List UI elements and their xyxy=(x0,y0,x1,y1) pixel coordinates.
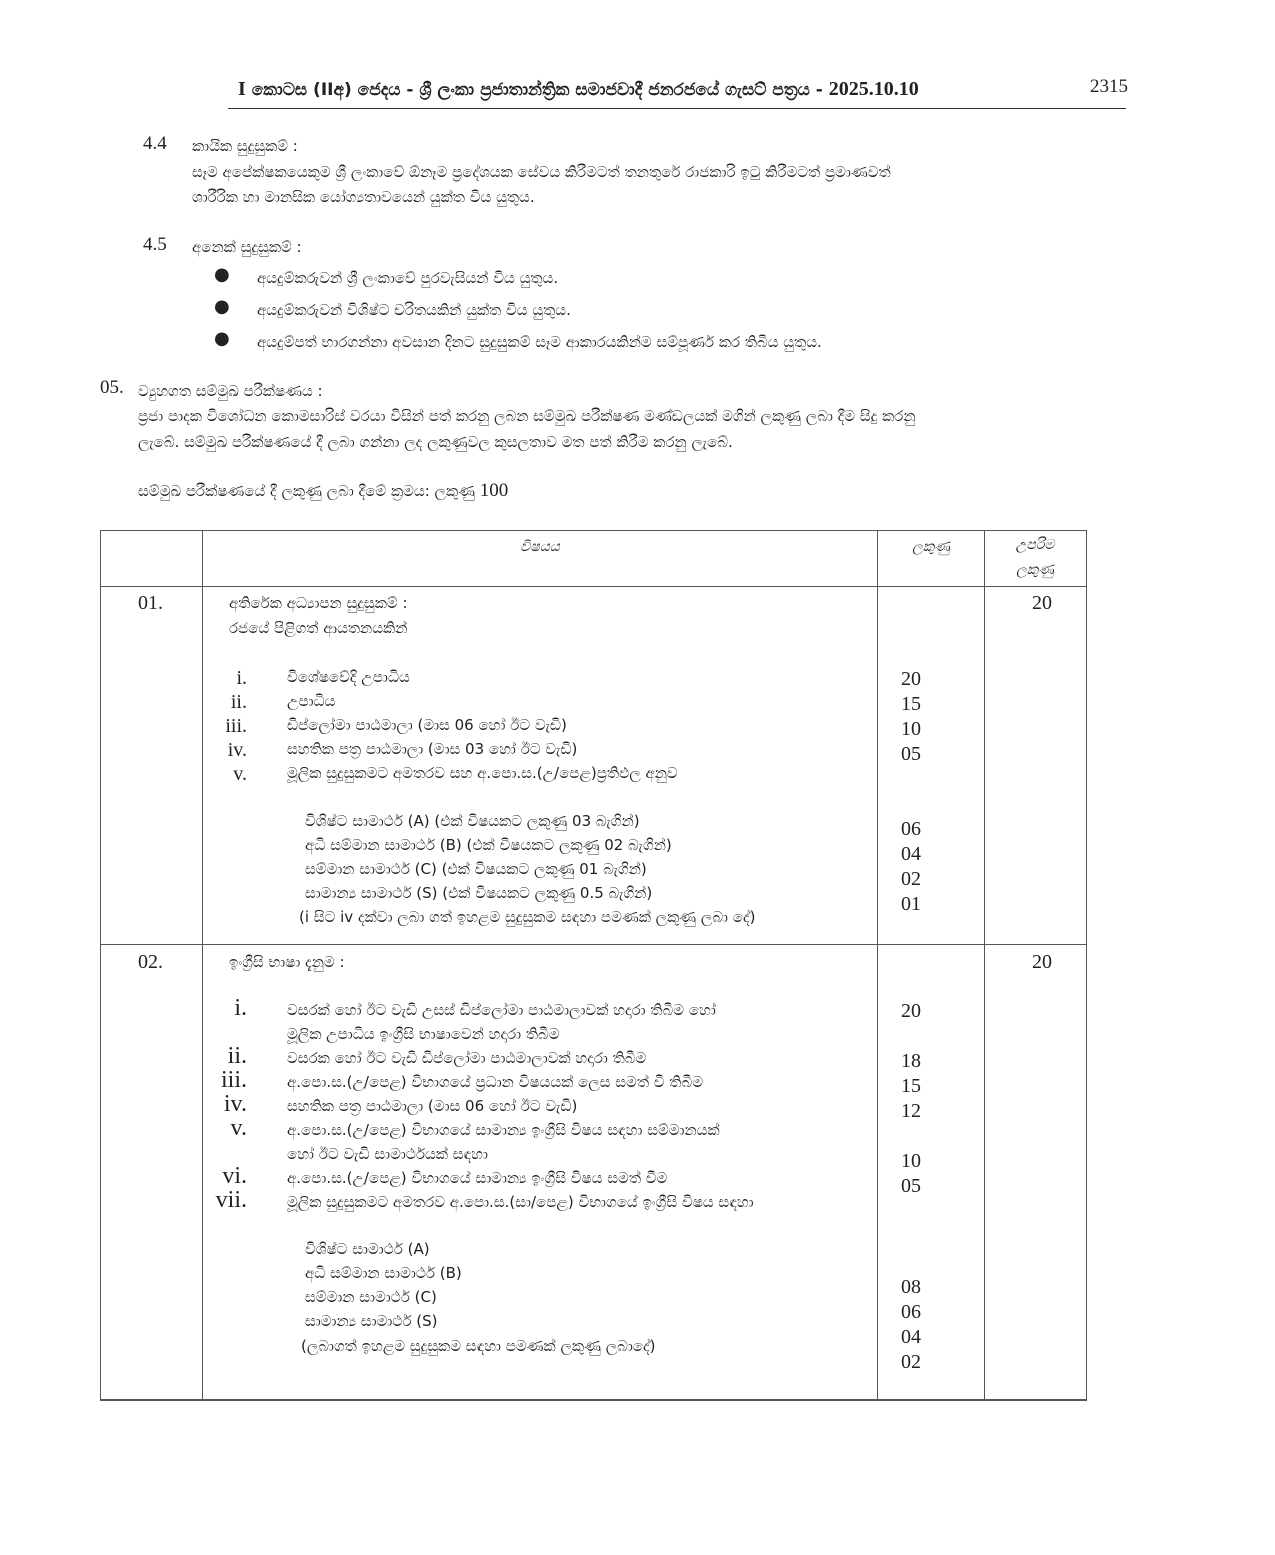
subitem-marks: 01 xyxy=(901,893,921,915)
item-text: මූලික සුදුසුකමට අමතරව අ.පො.ස.(සා/පෙළ) විභාගයේ ඉංග්‍රීසි විෂය සඳහා xyxy=(287,1193,754,1211)
section-05-line-2: ලැබේ. සම්මුඛ පරීක්ෂණයේ දී ලබා ගන්නා ලද ලකුණුවල කුසලතාව මත පත් කිරීම කරනු ලැබේ. xyxy=(138,433,733,451)
item-roman: ii. xyxy=(230,691,247,713)
subitem-marks: 06 xyxy=(901,1301,921,1323)
item-roman: v. xyxy=(233,763,247,785)
subitem-text: සම්මාන සාමාර්ථ (C) (එක් විෂයකට ලකුණු 01 බැගින්) xyxy=(305,860,647,878)
marks-method-line xyxy=(138,478,508,504)
item-text-continued: මූලික උපාධිය ඉංග්‍රීසි භාෂාවෙන් හදාරා තිබීම xyxy=(287,1025,560,1043)
item-roman: iv. xyxy=(223,1091,247,1117)
item-marks: 15 xyxy=(901,1075,921,1097)
item-text-continued: හෝ ඊට වැඩි සාමාර්ථයක් සඳහා xyxy=(287,1145,488,1163)
row-note: (i සිට iv දක්වා ලබා ගත් ඉහළම සුදුසුකම සඳහා පමණක් ලකුණු ලබා දේ) xyxy=(299,908,756,926)
column-divider xyxy=(984,531,985,1399)
item-roman: v. xyxy=(230,1115,247,1141)
row-subtitle: රජයේ පිළිගත් ආයතනයකින් xyxy=(229,619,408,637)
item-roman: iii. xyxy=(225,715,247,737)
column-divider xyxy=(202,531,203,1399)
item-text: අ.පො.ස.(උ/පෙළ) විභාගයේ ප්‍රධාන විෂයයක් ලෙස සමත් වී තිබීම xyxy=(287,1073,704,1091)
row-divider xyxy=(101,944,1086,945)
item-marks: 12 xyxy=(901,1100,921,1122)
item-marks: 20 xyxy=(901,1000,921,1022)
section-05-heading: ව්‍යුහගත සම්මුඛ පරීක්ෂණය : xyxy=(138,382,323,400)
marks-table xyxy=(100,530,1087,1401)
bullet-icon: ● xyxy=(214,264,230,285)
header-marks: ලකුණු xyxy=(912,539,950,555)
item-roman: ii. xyxy=(227,1043,247,1069)
item-text: වසරක් හෝ ඊට වැඩි උසස් ඩිප්ලෝමා පාඨමාලාවක් හදාරා තිබීම හෝ xyxy=(287,1001,716,1019)
section-4-5-bullet-2: අයදුම්කරුවන් විශිෂ්ට චරිතයකින් යුක්ත විය යුතුය. xyxy=(257,301,571,319)
subitem-text: විශිෂ්ට සාමාර්ථ (A) xyxy=(305,1240,430,1258)
item-text: සහතික පත්‍ර පාඨමාලා (මාස 03 හෝ ඊට වැඩි) xyxy=(287,740,578,758)
section-4-4-number: 4.4 xyxy=(143,133,167,154)
item-marks: 10 xyxy=(901,718,921,740)
subitem-marks: 08 xyxy=(901,1276,921,1298)
row-max-marks: 20 xyxy=(1032,592,1052,614)
section-4-4-line-1: සෑම අපේක්ෂකයෙකුම ශ්‍රී ලංකාවේ ඕනෑම ප්‍රදේශයක සේවය කිරීමටත් තනතුරේ රාජකාරි ඉටු කිරීමටත් ප්‍රමාණවත් xyxy=(192,163,891,181)
row-number: 02. xyxy=(138,951,163,973)
item-roman: i. xyxy=(236,667,247,689)
gazette-title: අ) ජෙදය - ශ්‍රී ලංකා ප්‍රජාතාන්ත්‍රික සමාජවාදී ජනරජයේ ගැසට් පත්‍රය - xyxy=(333,80,829,100)
row-title: ඉංග්‍රීසි භාෂා දැනුම : xyxy=(229,953,345,971)
section-4-5-bullet-1: අයදුම්කරුවන් ශ්‍රී ලංකාවේ පුරවැසියන් විය යුතුය. xyxy=(257,269,559,287)
row-max-marks: 20 xyxy=(1032,951,1052,973)
row-title: අතිරේක අධ්‍යාපන සුදුසුකම් : xyxy=(229,594,408,612)
item-text: සහතික පත්‍ර පාඨමාලා (මාස 06 හෝ ඊට වැඩි) xyxy=(287,1097,578,1115)
section-4-5-number: 4.5 xyxy=(143,234,167,255)
section-4-4-line-2: ශාරීරික හා මානසික යෝග්‍යතාවයෙන් යුක්ත විය යුතුය. xyxy=(192,188,535,206)
item-roman: vii. xyxy=(215,1187,247,1213)
subitem-text: අධි සම්මාන සාමාර්ථ (B) (එක් විෂයකට ලකුණු 02 බැගින්) xyxy=(305,836,672,854)
subitem-marks: 06 xyxy=(901,818,921,840)
subitem-text: සම්මාන සාමාර්ථ (C) xyxy=(305,1288,437,1306)
item-text: අ.පො.ස.(උ/පෙළ) විභාගයේ සාමාන්‍ය ඉංග්‍රීසි විෂය සඳහා සම්මානයක් xyxy=(287,1121,720,1139)
part-numeral: I xyxy=(238,78,246,100)
item-text: උපාධිය xyxy=(287,692,336,710)
header-row-divider xyxy=(101,586,1086,587)
subitem-text: අධි සම්මාන සාමාර්ථ (B) xyxy=(305,1264,462,1282)
item-text: මූලික සුදුසුකමට අමතරව සහ අ.පො.ස.(උ/පෙළ)ප්‍රතිඵල අනුව xyxy=(287,764,678,782)
item-roman: iv. xyxy=(227,739,247,761)
item-roman: vi. xyxy=(222,1163,247,1189)
bullet-icon: ● xyxy=(214,328,230,349)
section-05-line-1: ප්‍රජා පාදක විශෝධන කොමසාරිස් වරයා විසින් පත් කරනු ලබන සම්මුඛ පරීක්ෂණ මණ්ඩලයක් මගින් ලකුණු ලබා දීම සිදු කරනු xyxy=(138,407,916,425)
bullet-icon: ● xyxy=(214,296,230,317)
row-note: (ලබාගත් ඉහළම සුදුසුකම සඳහා පමණක් ලකුණු ලබාදේ) xyxy=(301,1337,656,1355)
subitem-text: සාමාන්‍ය සාමාර්ථ (S) (එක් විෂයකට ලකුණු 0.5 බැගින්) xyxy=(305,884,653,902)
marks-method-label: සම්මුඛ පරීක්ෂණයේ දී ලකුණු ලබා දීමේ ක්‍රමය: ලකුණු xyxy=(138,482,480,500)
header-divider xyxy=(228,108,1126,109)
subitem-text: සාමාන්‍ය සාමාර්ථ (S) xyxy=(305,1312,438,1330)
header-max-marks-line-2: ලකුණු xyxy=(1016,562,1054,578)
gazette-header-title xyxy=(238,78,919,101)
column-divider xyxy=(877,531,878,1399)
header-max-marks-line-1: උපරිම xyxy=(1015,537,1055,553)
item-marks: 15 xyxy=(901,693,921,715)
item-marks: 18 xyxy=(901,1050,921,1072)
section-4-5-heading: අනෙක් සුදුසුකම් : xyxy=(192,238,302,256)
subitem-marks: 02 xyxy=(901,1351,921,1373)
item-text: ඩිප්ලෝමා පාඨමාලා (මාස 06 හෝ ඊට වැඩි) xyxy=(287,716,567,734)
row-number: 01. xyxy=(138,592,163,614)
marks-total: 100 xyxy=(479,480,509,501)
header-subject: විෂයය xyxy=(520,539,560,555)
item-roman: i. xyxy=(234,995,247,1021)
section-4-4-heading: කායික සුදුසුකම් : xyxy=(192,137,298,155)
subitem-marks: 02 xyxy=(901,868,921,890)
item-text: අ.පො.ස.(උ/පෙළ) විභාගයේ සාමාන්‍ය ඉංග්‍රීසි විෂය සමත් වීම xyxy=(287,1169,668,1187)
page-number: 2315 xyxy=(1090,76,1128,97)
item-marks: 10 xyxy=(901,1150,921,1172)
part-label: කොටස (II xyxy=(245,80,334,100)
item-text: විශේෂවේදි උපාධිය xyxy=(287,668,410,686)
item-marks: 05 xyxy=(901,1175,921,1197)
item-roman: iii. xyxy=(220,1067,247,1093)
item-marks: 20 xyxy=(901,668,921,690)
subitem-text: විශිෂ්ට සාමාර්ථ (A) (එක් විෂයකට ලකුණු 03 බැගින්) xyxy=(305,812,640,830)
item-marks: 05 xyxy=(901,743,921,765)
gazette-date: 2025.10.10 xyxy=(828,78,919,100)
subitem-marks: 04 xyxy=(901,843,921,865)
section-05-number: 05. xyxy=(100,377,124,398)
item-text: වසරක හෝ ඊට වැඩි ඩිප්ලෝමා පාඨමාලාවක් හදාරා තිබීම xyxy=(287,1049,647,1067)
subitem-marks: 04 xyxy=(901,1326,921,1348)
section-4-5-bullet-3: අයදුම්පත් භාරගන්නා අවසාන දිනට සුදුසුකම් සෑම ආකාරයකින්ම සම්පූර්ණ කර තිබිය යුතුය. xyxy=(257,333,822,351)
